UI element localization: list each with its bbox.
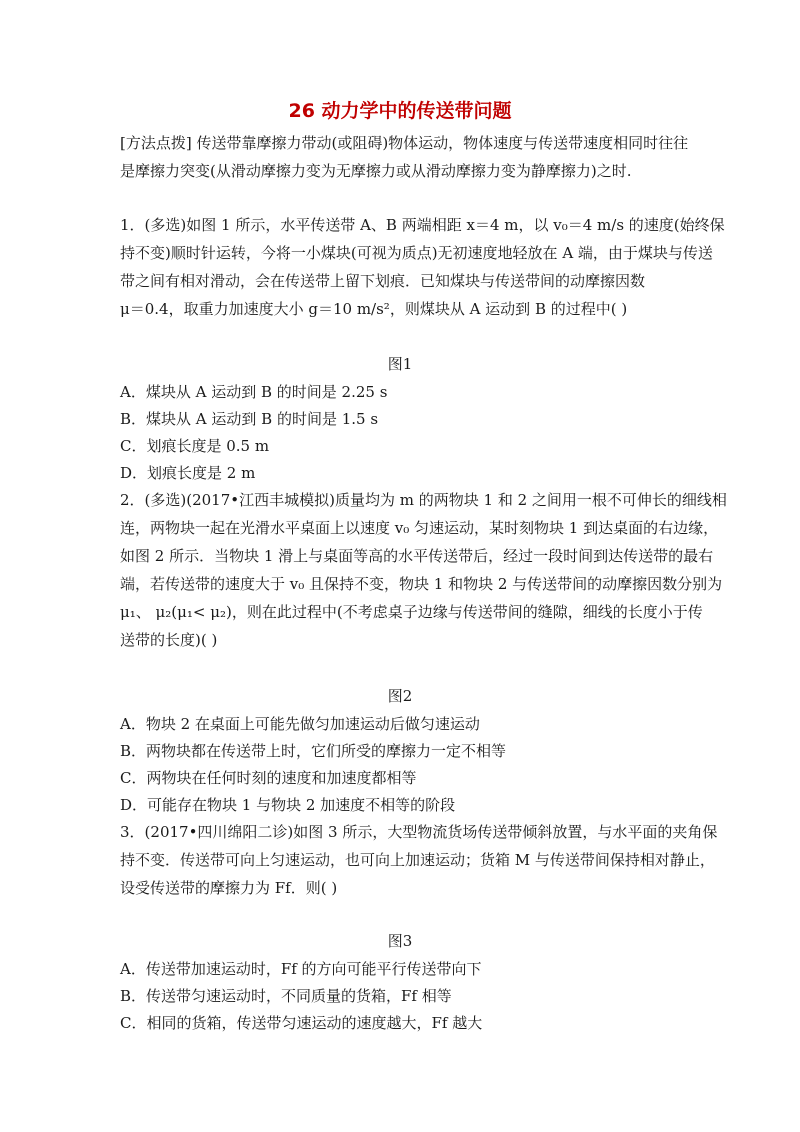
q3-stem-line-3: 设受传送带的摩擦力为 Ff．则( ) [120, 879, 338, 897]
q2-stem-line-3: 如图 2 所示．当物块 1 滑上与桌面等高的水平传送带后，经过一段时间到达传送带的最右 [120, 547, 714, 565]
q3-option-c: C．相同的货箱，传送带匀速运动的速度越大，Ff 越大 [120, 1014, 483, 1032]
q2-stem-line-4: 端，若传送带的速度大于 v₀ 且保持不变，物块 1 和物块 2 与传送带间的动摩擦因数分别为 [120, 575, 723, 593]
q3-stem-line-2: 持不变．传送带可向上匀速运动，也可向上加速运动；货箱 M 与传送带间保持相对静止， [120, 851, 715, 869]
q1-stem-line-1: 1．(多选)如图 1 所示，水平传送带 A、B 两端相距 x＝4 m，以 v₀＝4 m/s 的速度(始终保 [120, 216, 725, 234]
q3-option-b: B．传送带匀速运动时，不同质量的货箱，Ff 相等 [120, 987, 452, 1005]
q3-figure-caption: 图3 [387, 932, 413, 950]
q2-option-b: B．两物块都在传送带上时，它们所受的摩擦力一定不相等 [120, 742, 507, 760]
q1-stem-line-3: 带之间有相对滑动，会在传送带上留下划痕．已知煤块与传送带间的动摩擦因数 [120, 272, 646, 290]
q2-figure-caption: 图2 [387, 687, 413, 705]
q3-option-a: A．传送带加速运动时，Ff 的方向可能平行传送带向下 [120, 960, 482, 978]
q2-stem-line-6: 送带的长度)( ) [120, 631, 218, 649]
method-tip-line-1: [方法点拨] 传送带靠摩擦力带动(或阻碍)物体运动，物体速度与传送带速度相同时往往 [120, 134, 689, 152]
q2-option-c: C．两物块在任何时刻的速度和加速度都相等 [120, 769, 417, 787]
method-tip-line-2: 是摩擦力突变(从滑动摩擦力变为无摩擦力或从滑动摩擦力变为静摩擦力)之时. [120, 162, 632, 180]
q3-stem-line-1: 3．(2017•四川绵阳二诊)如图 3 所示，大型物流货场传送带倾斜放置，与水平面的夹角保 [120, 823, 718, 841]
q1-option-b: B．煤块从 A 运动到 B 的时间是 1.5 s [120, 410, 379, 428]
q2-option-a: A．物块 2 在桌面上可能先做匀加速运动后做匀速运动 [120, 715, 480, 733]
q2-stem-line-1: 2．(多选)(2017•江西丰城模拟)质量均为 m 的两物块 1 和 2 之间用一根不可伸长的细线相 [120, 491, 727, 509]
q1-stem-line-2: 持不变)顺时针运转，今将一小煤块(可视为质点)无初速度地轻放在 A 端，由于煤块与传送 [120, 244, 713, 262]
q1-figure-caption: 图1 [387, 355, 413, 373]
page-title: 26 动力学中的传送带问题 [288, 100, 512, 122]
q2-stem-line-2: 连，两物块一起在光滑水平桌面上以速度 v₀ 匀速运动，某时刻物块 1 到达桌面的右边缘， [120, 519, 719, 537]
q1-option-a: A．煤块从 A 运动到 B 的时间是 2.25 s [120, 383, 388, 401]
q2-stem-line-5: μ₁、 μ₂(μ₁< μ₂)，则在此过程中(不考虑桌子边缘与传送带间的缝隙，细线的长度小于传 [120, 603, 703, 621]
q1-stem-line-4: μ＝0.4，取重力加速度大小 g＝10 m/s²，则煤块从 A 运动到 B 的过程中( ) [120, 300, 628, 318]
q1-option-c: C．划痕长度是 0.5 m [120, 437, 270, 455]
q2-option-d: D．可能存在物块 1 与物块 2 加速度不相等的阶段 [120, 796, 456, 814]
q1-option-d: D．划痕长度是 2 m [120, 464, 256, 482]
